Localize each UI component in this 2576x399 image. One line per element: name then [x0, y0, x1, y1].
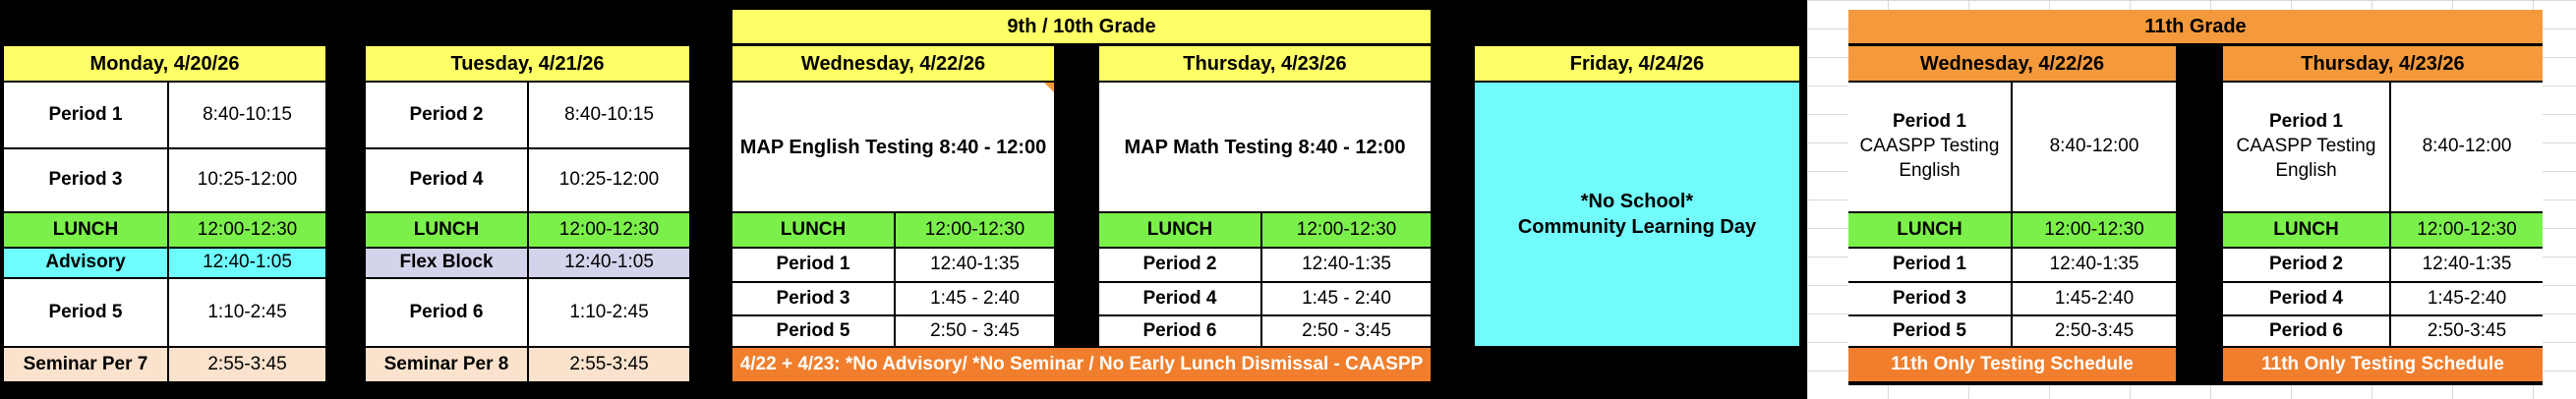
g11-thu-testing-line-3: English	[2275, 159, 2337, 181]
g910-thu-row-4-time: 2:50 - 3:45	[1262, 316, 1431, 346]
g11-thu-testing-line-1: Period 1	[2269, 111, 2343, 133]
g11-thu-row-3-label: Period 4	[2223, 283, 2389, 314]
tuesday-row-2-label: Period 4	[366, 149, 527, 211]
tuesday-header: Tuesday, 4/21/26	[366, 46, 689, 81]
monday-row-5-time: 1:10-2:45	[169, 279, 325, 346]
g910-wed-row-3-time: 1:45 - 2:40	[896, 283, 1054, 314]
tuesday-row-3-time: 12:00-12:30	[529, 213, 689, 247]
g11-thu-row-1-time: 12:00-12:30	[2391, 213, 2543, 247]
monday-header: Monday, 4/20/26	[4, 46, 325, 81]
tuesday-row-6-label: Seminar Per 8	[366, 348, 527, 381]
g11-thu-row-4-time: 2:50-3:45	[2391, 316, 2543, 346]
g910-thu-row-4-label: Period 6	[1099, 316, 1260, 346]
g11-thursday-header: Thursday, 4/23/26	[2223, 46, 2543, 81]
g11-wed-row-4-label: Period 5	[1848, 316, 2011, 346]
monday-row-3-label: LUNCH	[4, 213, 167, 247]
tuesday-row-3-label: LUNCH	[366, 213, 527, 247]
g11-wed-row-2-label: Period 1	[1848, 249, 2011, 281]
g11-wed-row-3-time: 1:45-2:40	[2013, 283, 2176, 314]
friday-header: Friday, 4/24/26	[1475, 46, 1799, 81]
g910-thu-row-3-time: 1:45 - 2:40	[1262, 283, 1431, 314]
monday-row-5-label: Period 5	[4, 279, 167, 346]
g11-thu-row-2-time: 12:40-1:35	[2391, 249, 2543, 281]
g11-thu-testing-time: 8:40-12:00	[2391, 83, 2543, 211]
g910-wednesday-testing: MAP English Testing 8:40 - 12:00	[732, 83, 1054, 211]
g910-wed-row-3-label: Period 3	[732, 283, 894, 314]
g11-wed-row-2-time: 12:40-1:35	[2013, 249, 2176, 281]
friday-line-1: *No School*	[1580, 191, 1694, 212]
g11-thu-row-4-label: Period 6	[2223, 316, 2389, 346]
g910-thursday-testing: MAP Math Testing 8:40 - 12:00	[1099, 83, 1431, 211]
g11-thu-row-2-label: Period 2	[2223, 249, 2389, 281]
g11-thu-footer: 11th Only Testing Schedule	[2223, 348, 2543, 381]
monday-row-2-time: 10:25-12:00	[169, 149, 325, 211]
g11-thu-testing-line-2: CAASPP Testing	[2236, 136, 2376, 157]
comment-marker-icon	[1044, 83, 1054, 92]
monday-row-3-time: 12:00-12:30	[169, 213, 325, 247]
tuesday-row-4-label: Flex Block	[366, 249, 527, 277]
g11-thu-row-3-time: 1:45-2:40	[2391, 283, 2543, 314]
g11-wed-testing-line-3: English	[1899, 159, 1961, 181]
g11-wed-row-4-time: 2:50-3:45	[2013, 316, 2176, 346]
g11-wed-row-1-label: LUNCH	[1848, 213, 2011, 247]
monday-row-1-time: 8:40-10:15	[169, 83, 325, 147]
monday-row-4-time: 12:40-1:05	[169, 249, 325, 277]
g910-wed-row-4-label: Period 5	[732, 316, 894, 346]
g910-thu-row-1-time: 12:00-12:30	[1262, 213, 1431, 247]
monday-row-6-time: 2:55-3:45	[169, 348, 325, 381]
monday-row-2-label: Period 3	[4, 149, 167, 211]
tuesday-row-6-time: 2:55-3:45	[529, 348, 689, 381]
friday-line-2: Community Learning Day	[1517, 216, 1757, 238]
g910-wed-row-1-label: LUNCH	[732, 213, 894, 247]
g11-wednesday-header: Wednesday, 4/22/26	[1848, 46, 2176, 81]
monday-row-4-label: Advisory	[4, 249, 167, 277]
g910-thu-row-2-time: 12:40-1:35	[1262, 249, 1431, 281]
g11-wed-footer: 11th Only Testing Schedule	[1848, 348, 2176, 381]
g910-thursday-header: Thursday, 4/23/26	[1099, 46, 1431, 81]
g11-wed-row-3-label: Period 3	[1848, 283, 2011, 314]
g11-wed-testing-line-2: CAASPP Testing	[1859, 136, 2000, 157]
tuesday-row-5-label: Period 6	[366, 279, 527, 346]
g910-thu-row-3-label: Period 4	[1099, 283, 1260, 314]
g11-thu-testing-label	[2223, 83, 2389, 211]
g910-wed-row-4-time: 2:50 - 3:45	[896, 316, 1054, 346]
g11-wed-testing-label	[1848, 83, 2011, 211]
g910-footer-note: 4/22 + 4/23: *No Advisory/ *No Seminar / No Early Lunch Dismissal - CAASPP	[732, 348, 1431, 381]
g11-wed-row-1-time: 12:00-12:30	[2013, 213, 2176, 247]
g910-wednesday-header: Wednesday, 4/22/26	[732, 46, 1054, 81]
g910-wed-row-1-time: 12:00-12:30	[896, 213, 1054, 247]
grade-9-10-title: 9th / 10th Grade	[732, 10, 1431, 43]
friday-no-school	[1475, 83, 1799, 346]
g11-thu-row-1-label: LUNCH	[2223, 213, 2389, 247]
g910-wed-row-2-time: 12:40-1:35	[896, 249, 1054, 281]
tuesday-row-4-time: 12:40-1:05	[529, 249, 689, 277]
tuesday-row-1-label: Period 2	[366, 83, 527, 147]
monday-row-1-label: Period 1	[4, 83, 167, 147]
monday-row-6-label: Seminar Per 7	[4, 348, 167, 381]
tuesday-row-1-time: 8:40-10:15	[529, 83, 689, 147]
g11-wed-testing-line-1: Period 1	[1893, 111, 1966, 133]
tuesday-row-2-time: 10:25-12:00	[529, 149, 689, 211]
g11-wed-testing-time: 8:40-12:00	[2013, 83, 2176, 211]
grade-11-title: 11th Grade	[1848, 10, 2543, 43]
g910-wed-row-2-label: Period 1	[732, 249, 894, 281]
g910-thu-row-1-label: LUNCH	[1099, 213, 1260, 247]
g910-thu-row-2-label: Period 2	[1099, 249, 1260, 281]
tuesday-row-5-time: 1:10-2:45	[529, 279, 689, 346]
